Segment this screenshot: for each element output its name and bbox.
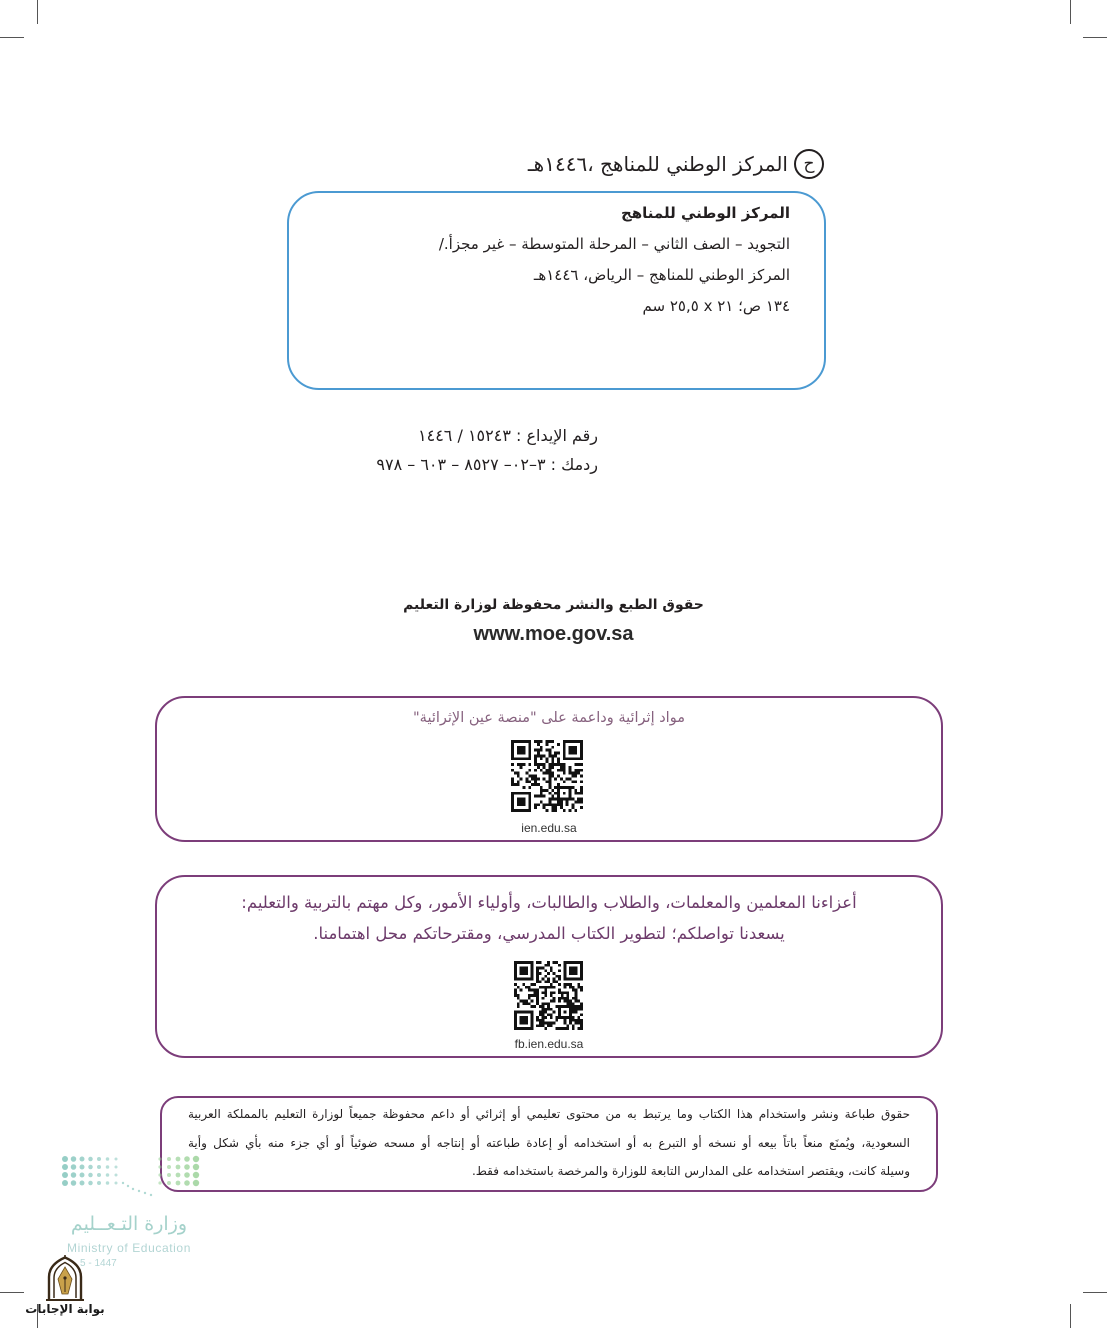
logo-dot: [193, 1164, 199, 1170]
crop-mark-bottom-left-horizontal: [0, 1292, 24, 1293]
enrichment-materials-box: [155, 696, 943, 842]
logo-dot: [158, 1165, 161, 1168]
rights-title: حقوق الطبع والنشر محفوظة لوزارة التعليم: [403, 597, 704, 613]
cataloging-lines: [439, 198, 790, 322]
logo-dot: [80, 1173, 85, 1178]
logo-dot: [176, 1165, 181, 1170]
catalog-title: التجويد – الصف الثاني – المرحلة المتوسطة – غير مجزأ./: [438, 235, 790, 253]
logo-dot: [88, 1165, 93, 1170]
circled-copyright-icon: ح: [794, 149, 824, 179]
logo-dot: [193, 1156, 199, 1162]
qr-code-icon: [514, 961, 583, 1030]
logo-dot: [71, 1172, 77, 1178]
qr-caption: fb.ien.edu.sa: [514, 1037, 584, 1051]
logo-dot: [184, 1156, 190, 1162]
logo-dot: [167, 1181, 171, 1185]
logo-dot: [97, 1181, 101, 1185]
logo-dot: [184, 1180, 190, 1186]
ministry-logo-years: 5 - 1447: [80, 1258, 117, 1269]
logo-dot: [97, 1157, 101, 1161]
copyright-text: المركز الوطني للمناهج ،١٤٤٦هـ: [527, 152, 788, 176]
deposit-number: رقم الإيداع : ١٥٢٤٣ / ١٤٤٦: [418, 426, 598, 445]
logo-dot: [158, 1173, 161, 1176]
logo-dot: [62, 1180, 68, 1186]
logo-dot: [150, 1194, 152, 1196]
logo-dot: [138, 1190, 140, 1192]
cataloging-data-box: [287, 191, 826, 390]
logo-dot: [106, 1157, 110, 1161]
logo-dot: [62, 1164, 68, 1170]
logo-dot: [88, 1181, 93, 1186]
crop-mark-top-right-vertical: [1070, 0, 1071, 24]
feedback-box: [155, 875, 943, 1058]
ministry-logo-arabic-name: وزارة التـعــليم: [70, 1213, 188, 1235]
logo-dot: [176, 1157, 181, 1162]
crop-mark-bottom-right-vertical: [1070, 1304, 1071, 1328]
crop-mark-top-left-horizontal: [0, 37, 24, 38]
logo-dot: [144, 1192, 146, 1194]
catalog-author: المركز الوطني للمناهج: [620, 204, 790, 222]
logo-dot: [184, 1172, 190, 1178]
ministry-logo-dots-icon: [60, 1153, 200, 1199]
isbn: ردمك : ٣–٠٢– ٨٥٢٧ – ٦٠٣ – ٩٧٨: [376, 455, 598, 474]
nib-hole: [63, 1276, 66, 1279]
qr-modules: [511, 740, 583, 812]
legal-notice-line: حقوق طباعة ونشر واستخدام هذا الكتاب وما يرتبط به من محتوى تعليمي أو إثرائي أو داعم محفوظة جميعاً لوزارة التعليم بالمملكة العربية: [188, 1107, 910, 1121]
catalog-physical-description: ١٣٤ ص؛ ٢١ x ٢٥,٥ سم: [642, 297, 790, 315]
crop-mark-top-left-vertical: [37, 0, 38, 24]
deposit-info: [376, 421, 598, 479]
logo-dot: [71, 1156, 77, 1162]
qr-code-icon: [511, 740, 583, 812]
qr-caption: ien.edu.sa: [521, 821, 577, 835]
legal-notice-box: [160, 1096, 938, 1192]
logo-dot: [115, 1166, 118, 1169]
logo-dot: [88, 1173, 93, 1178]
logo-dot: [122, 1182, 124, 1184]
crop-mark-bottom-right-horizontal: [1083, 1292, 1107, 1293]
logo-dot: [132, 1188, 134, 1190]
logo-dot: [88, 1157, 93, 1162]
ministry-logo-english-name: Ministry of Education: [67, 1241, 191, 1255]
logo-dot: [167, 1157, 171, 1161]
logo-dot: [193, 1180, 199, 1186]
logo-dot: [106, 1181, 110, 1185]
qr-modules: [514, 961, 583, 1030]
logo-dot: [97, 1165, 101, 1169]
logo-dot: [106, 1173, 110, 1177]
crop-mark-top-right-horizontal: [1083, 37, 1107, 38]
logo-dot: [158, 1181, 161, 1184]
logo-dot: [80, 1165, 85, 1170]
logo-dot: [71, 1180, 77, 1186]
logo-dot: [62, 1172, 68, 1178]
answers-portal-pen-icon: [44, 1255, 86, 1301]
logo-dot: [176, 1181, 181, 1186]
legal-notice-line: السعودية، ويُمنَع منعاً باتاً بيعه أو نسخه أو التبرع به أو استخدامه أو إعادة طباعته أو إنتاجه أو مسحه ضوئياً أو أي جزء منه بأي شكل وأية: [188, 1136, 910, 1150]
logo-dot: [71, 1164, 77, 1170]
logo-dot: [106, 1165, 110, 1169]
logo-dot: [80, 1157, 85, 1162]
logo-dot: [115, 1158, 118, 1161]
enrichment-text: مواد إثرائية وداعمة على "منصة عين الإثرائية": [413, 710, 685, 726]
logo-dot: [158, 1157, 161, 1160]
answers-portal-label: بوابة الإجابات: [25, 1302, 105, 1316]
logo-dot: [176, 1173, 181, 1178]
feedback-message: يسعدنا تواصلكم؛ لتطوير الكتاب المدرسي، ومقترحاتكم محل اهتمامنا.: [313, 924, 785, 943]
logo-dot: [127, 1185, 129, 1187]
logo-dot: [193, 1172, 199, 1178]
logo-dot: [80, 1181, 85, 1186]
logo-dot: [115, 1174, 118, 1177]
logo-dot: [167, 1173, 171, 1177]
feedback-greeting: أعزاءنا المعلمين والمعلمات، والطلاب والطالبات، وأولياء الأمور، وكل مهتم بالتربية والتعليم:: [241, 893, 857, 912]
logo-dot: [167, 1165, 171, 1169]
logo-dot: [62, 1156, 68, 1162]
legal-notice-line: وسيلة كانت، ويقتصر استخدامه على المدارس التابعة للوزارة والمرخصة باستخدامه فقط.: [471, 1164, 910, 1178]
copyright-line: [528, 149, 824, 179]
ministry-website: www.moe.gov.sa: [473, 623, 634, 645]
logo-dot: [97, 1173, 101, 1177]
logo-dot: [184, 1164, 190, 1170]
logo-dot: [115, 1182, 118, 1185]
catalog-publication: المركز الوطني للمناهج – الرياض، ١٤٤٦هـ: [533, 266, 790, 284]
